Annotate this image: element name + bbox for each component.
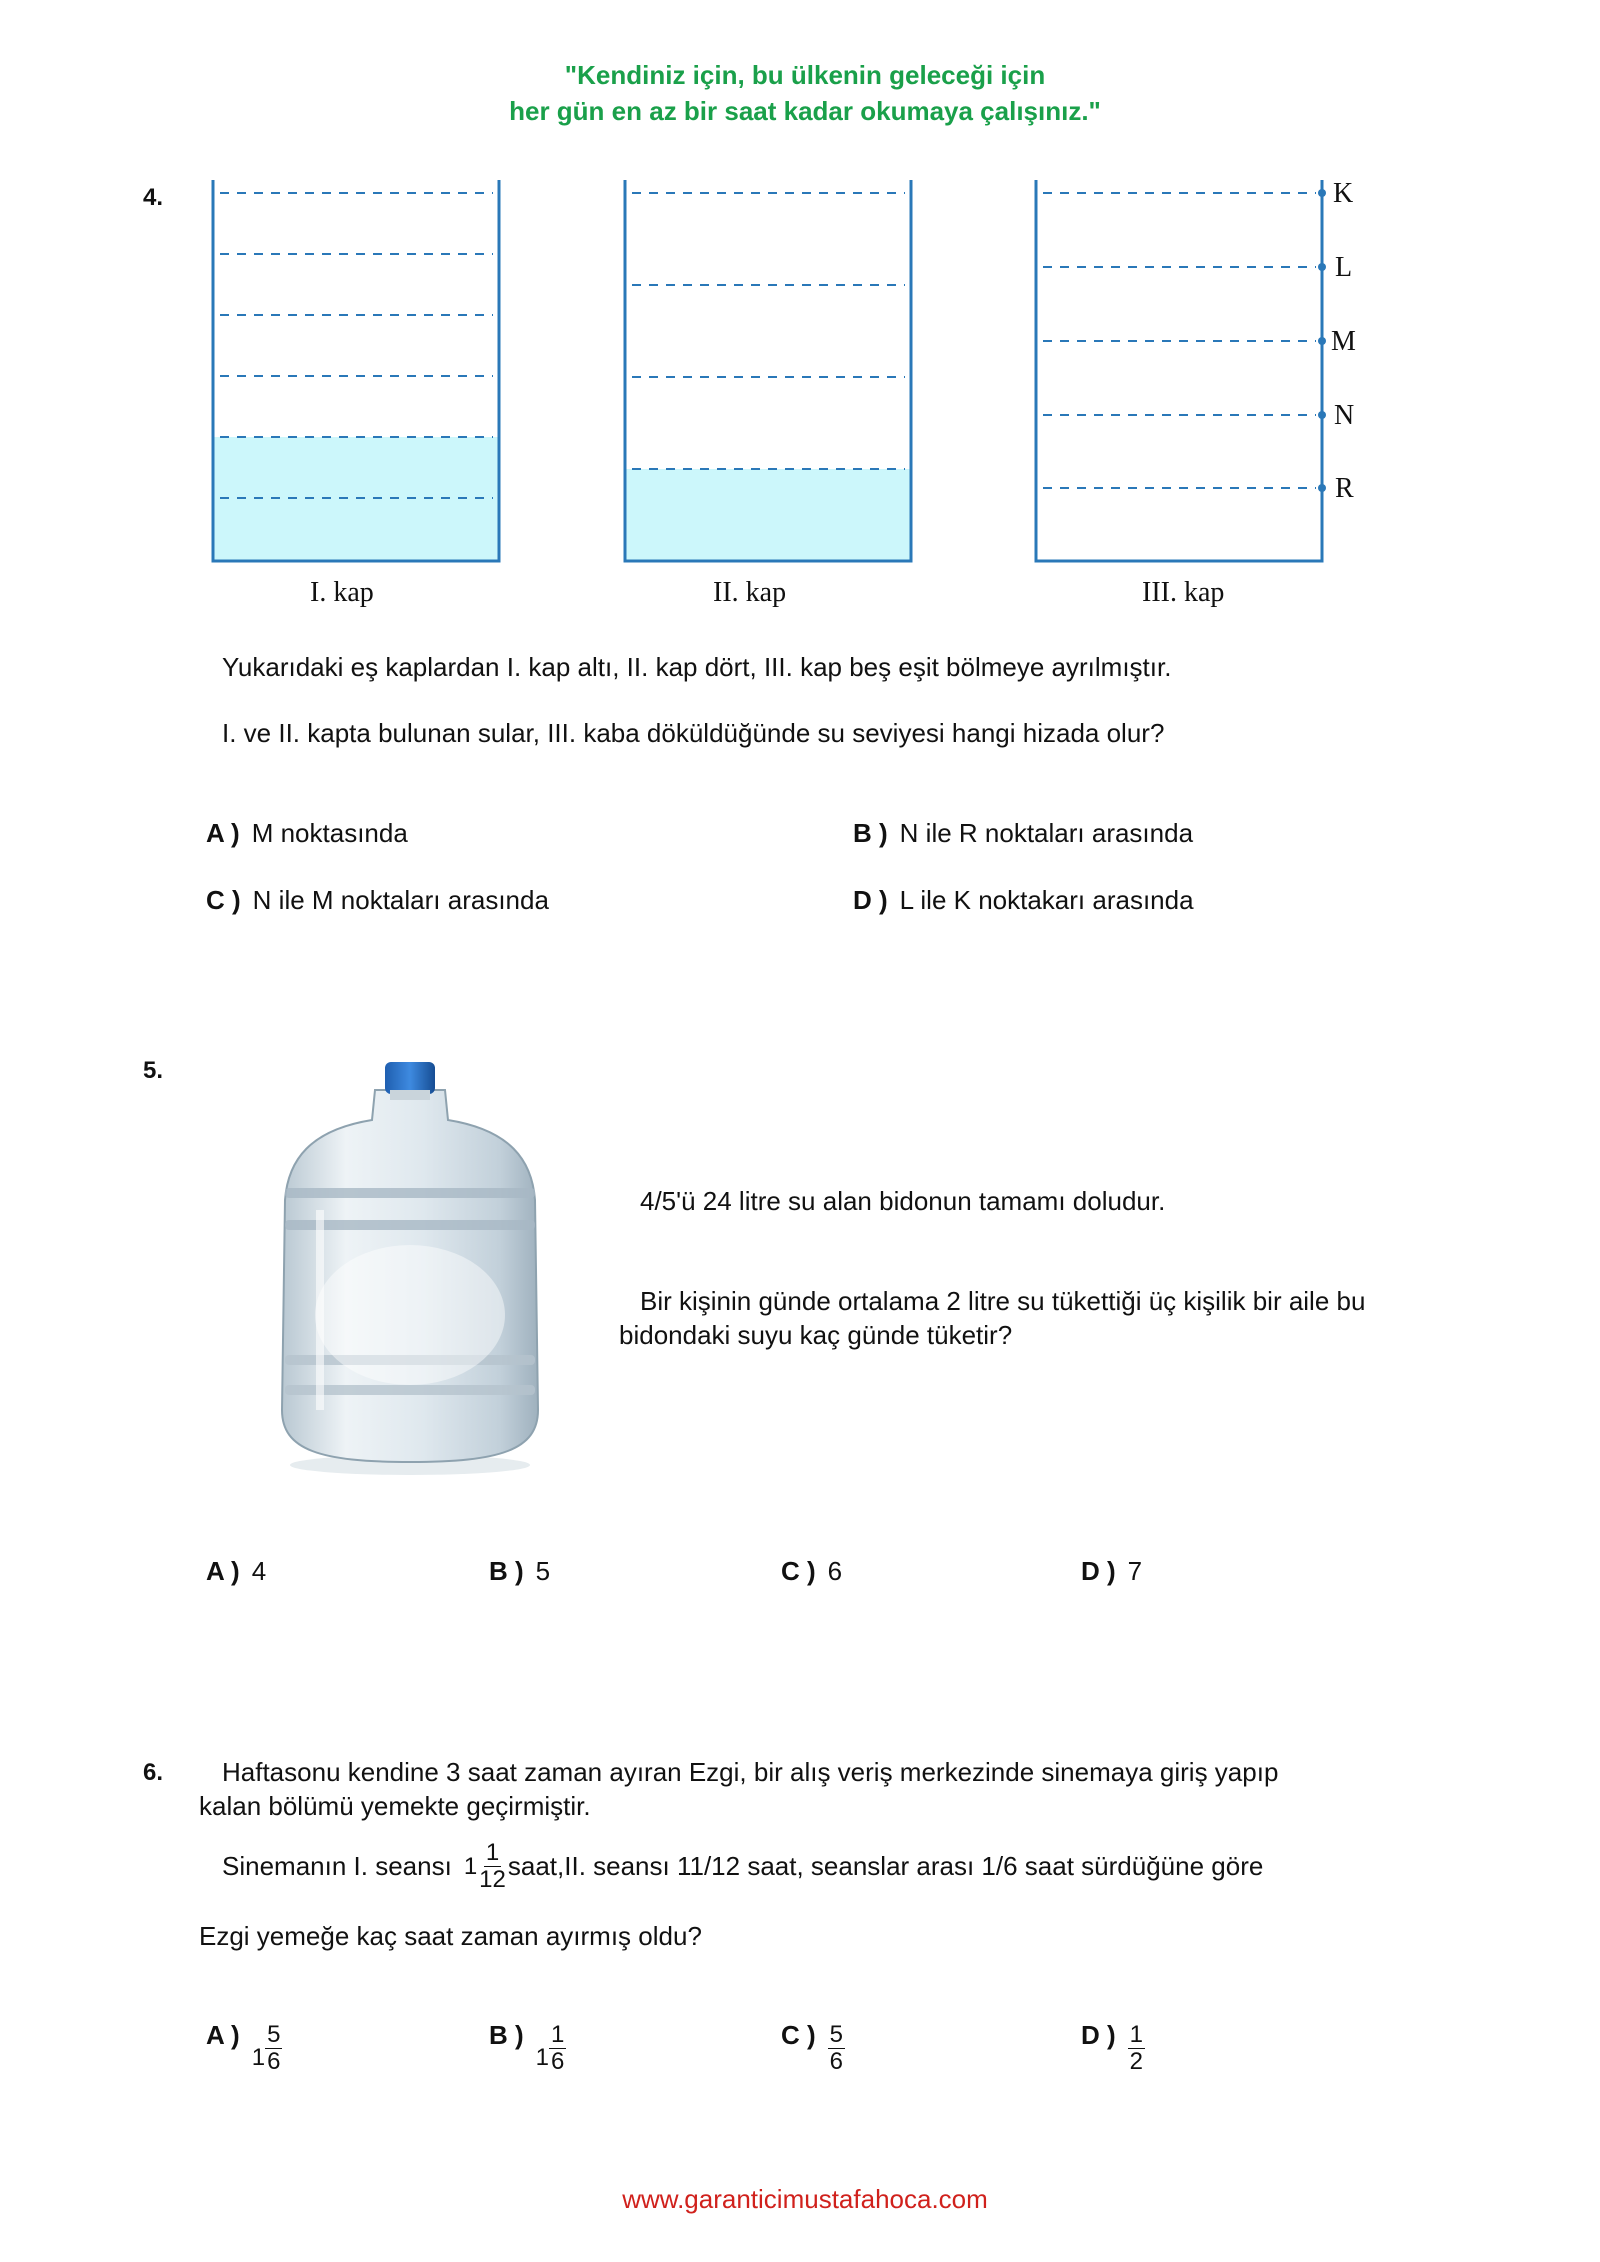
question-4-text-2: I. ve II. kapta bulunan sular, III. kaba döküldüğünde su seviyesi hangi hizada olur?	[222, 718, 1165, 748]
option-text: 4	[251, 1556, 267, 1586]
option-text: M noktasında	[251, 818, 408, 848]
mixed-fraction	[464, 1840, 508, 1894]
container-2-label: II. kap	[713, 577, 787, 608]
option-key: A )	[206, 1556, 240, 1586]
option-text: L ile K noktakarı arasında	[899, 885, 1194, 915]
fraction	[1128, 2022, 1145, 2076]
option-key: D )	[1081, 2020, 1116, 2050]
option-text: 7	[1127, 1556, 1143, 1586]
level-dot-n	[1318, 411, 1326, 419]
question-5-option-b[interactable]	[489, 1556, 550, 1587]
question-5-number: 5.	[143, 1057, 164, 1084]
water-jug-image	[260, 1050, 560, 1480]
container-3	[1036, 180, 1322, 561]
fraction-numerator: 5	[267, 2021, 281, 2048]
option-value	[1128, 2022, 1145, 2076]
question-5-text-2a: Bir kişinin günde ortalama 2 litre su tükettiği üç kişilik bir aile bu	[640, 1286, 1366, 1316]
question-4-option-b[interactable]	[853, 818, 1193, 849]
fraction	[549, 2022, 566, 2076]
option-key: C )	[206, 885, 241, 915]
option-key: C )	[781, 2020, 816, 2050]
option-key: D )	[853, 885, 888, 915]
option-key: A )	[206, 2020, 240, 2050]
fraction-denominator: 12	[479, 1866, 506, 1894]
fraction-numerator: 1	[1129, 2021, 1144, 2048]
fraction-numerator: 1	[485, 1839, 500, 1866]
option-text: N ile M noktaları arasında	[252, 885, 549, 915]
level-dot-l	[1318, 263, 1326, 271]
level-label-n: N	[1334, 400, 1355, 431]
question-6-text-4: Ezgi yemeğe kaç saat zaman ayırmış oldu?	[199, 1921, 702, 1951]
question-4-option-a[interactable]	[206, 818, 408, 849]
motto-line-2: her gün en az bir saat kadar okumaya çalışınız."	[509, 96, 1101, 126]
fraction	[828, 2022, 845, 2076]
question-6-text-3	[222, 1840, 1263, 1894]
level-dot-r	[1318, 484, 1326, 492]
level-label-r: R	[1335, 473, 1354, 504]
fraction	[477, 1840, 508, 1894]
question-4-number: 4.	[143, 184, 164, 211]
level-label-k: K	[1333, 178, 1354, 209]
option-key: D )	[1081, 1556, 1116, 1586]
question-6-option-b[interactable]	[489, 2018, 566, 2076]
option-text: N ile R noktaları arasında	[899, 818, 1194, 848]
question-4-text-1: Yukarıdaki eş kaplardan I. kap altı, II. kap dört, III. kap beş eşit bölmeye ayrılmıştır.	[222, 652, 1172, 682]
level-dot-m	[1318, 337, 1326, 345]
container-2-water	[625, 469, 911, 561]
text-3-pre: Sinemanın I. seansı	[222, 1851, 452, 1882]
question-6-option-d[interactable]	[1081, 2018, 1145, 2076]
question-6-option-a[interactable]	[206, 2018, 282, 2076]
question-4-option-c[interactable]	[206, 885, 549, 916]
fraction-whole: 1	[463, 1852, 478, 1880]
fraction-denominator: 2	[1129, 2048, 1144, 2076]
option-value	[828, 2022, 845, 2076]
fraction-denominator: 6	[267, 2048, 281, 2076]
containers-figure	[0, 0, 1600, 620]
fraction-denominator: 6	[551, 2048, 565, 2076]
level-dot-k	[1318, 189, 1326, 197]
level-label-m: M	[1331, 326, 1356, 357]
fraction-numerator: 5	[829, 2021, 844, 2048]
question-5-option-c[interactable]	[781, 1556, 842, 1587]
level-label-l: L	[1335, 252, 1353, 283]
container-1-label: I. kap	[310, 577, 374, 608]
question-5-option-d[interactable]	[1081, 1556, 1142, 1587]
question-5-text-1: 4/5'ü 24 litre su alan bidonun tamamı doludur.	[640, 1186, 1166, 1216]
option-value	[536, 2022, 567, 2076]
container-3-label: III. kap	[1142, 577, 1225, 608]
question-6-text-2: kalan bölümü yemekte geçirmiştir.	[199, 1791, 591, 1821]
fraction-whole: 1	[535, 2043, 550, 2071]
text-3-post: saat,II. seansı 11/12 saat, seanslar arası 1/6 saat sürdüğüne göre	[507, 1851, 1264, 1882]
option-text: 6	[827, 1556, 843, 1586]
question-5-text-2b: bidondaki suyu kaç günde tüketir?	[619, 1320, 1013, 1350]
option-key: B )	[489, 2020, 524, 2050]
option-key: C )	[781, 1556, 816, 1586]
option-text: 5	[535, 1556, 551, 1586]
option-key: B )	[489, 1556, 524, 1586]
fraction-whole: 1	[251, 2043, 266, 2071]
question-4-option-d[interactable]	[853, 885, 1194, 916]
question-6-text-1: Haftasonu kendine 3 saat zaman ayıran Ezgi, bir alış veriş merkezinde sinemaya giriş yapıp	[222, 1757, 1279, 1787]
option-key: A )	[206, 818, 240, 848]
option-value	[252, 2022, 283, 2076]
question-6-number: 6.	[143, 1759, 164, 1786]
question-5-option-a[interactable]	[206, 1556, 266, 1587]
fraction	[265, 2022, 282, 2076]
motto-line-1: "Kendiniz için, bu ülkenin geleceği için	[564, 60, 1046, 90]
fraction-numerator: 1	[551, 2021, 565, 2048]
option-key: B )	[853, 818, 888, 848]
fraction-denominator: 6	[829, 2048, 844, 2076]
question-6-option-c[interactable]	[781, 2018, 845, 2076]
footer-website-link[interactable]: www.garanticimustafahoca.com	[622, 2184, 988, 2214]
